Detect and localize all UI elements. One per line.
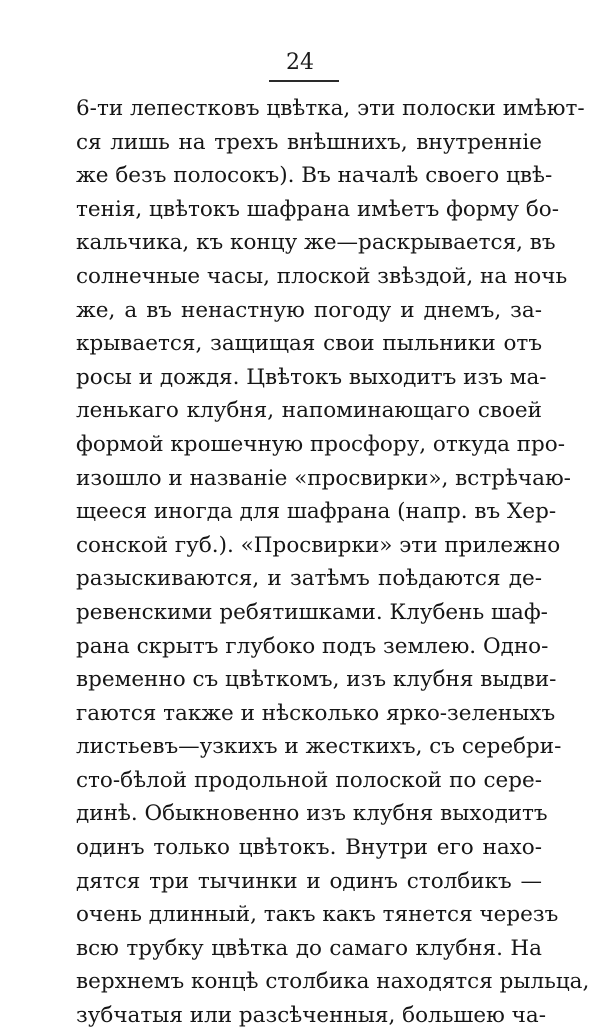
body-text <box>76 92 590 1033</box>
text-line: ленькаго клубня, напоминающаго своей <box>76 398 542 424</box>
text-line: дятся три тычинки и одинъ столбикъ — <box>76 868 542 894</box>
text-line: динѣ. Обыкновенно изъ клубня выходитъ <box>76 801 548 827</box>
text-line: солнечные часы, плоской звѣздой, на ночь <box>76 263 568 289</box>
page-number-rule <box>269 80 339 82</box>
text-line: временно съ цвѣткомъ, изъ клубня выдви- <box>76 667 557 693</box>
text-line: кальчика, къ концу же—раскрывается, въ <box>76 230 556 256</box>
text-line: листьевъ—узкихъ и жесткихъ, съ серебри- <box>76 734 562 760</box>
text-line: ся лишь на трехъ внѣшнихъ, внутренніе <box>76 129 542 155</box>
text-line: росы и дождя. Цвѣтокъ выходитъ изъ ма- <box>76 364 547 390</box>
text-line: ревенскими ребятишками. Клубень шаф- <box>76 599 548 625</box>
text-line: тенія, цвѣтокъ шафрана имѣетъ форму бо- <box>76 196 559 222</box>
text-line: зубчатыя или разсѣченныя, большею ча- <box>76 1003 546 1029</box>
text-line: разыскиваются, и затѣмъ поѣдаются де- <box>76 566 542 592</box>
text-line: 6-ти лепестковъ цвѣтка, эти полоски имѣют- <box>76 96 585 121</box>
text-line: крывается, защищая свои пыльники отъ <box>76 331 542 357</box>
text-line: очень длинный, такъ какъ тянется черезъ <box>76 902 559 928</box>
text-line: всю трубку цвѣтка до самаго клубня. На <box>76 935 542 961</box>
text-line: сто-бѣлой продольной полоской по сере- <box>76 767 542 793</box>
text-line: же, а въ ненастную погоду и днемъ, за- <box>76 297 542 323</box>
text-line: гаются также и нѣсколько ярко-зеленыхъ <box>76 700 556 726</box>
text-line: верхнемъ концѣ столбика находятся рыльца, <box>76 969 590 995</box>
text-line: изошло и названіе «просвирки», встрѣчаю- <box>76 465 571 491</box>
text-line: одинъ только цвѣтокъ. Внутри его нахо- <box>76 835 542 861</box>
text-line: рана скрытъ глубоко подъ землею. Одно- <box>76 633 549 659</box>
page-number: 24 <box>286 50 314 75</box>
text-line: сонской губ.). «Просвирки» эти прилежно <box>76 532 561 558</box>
text-line: щееся иногда для шафрана (напр. въ Хер- <box>76 499 557 525</box>
text-line: же безъ полосокъ). Въ началѣ своего цвѣ- <box>76 163 553 189</box>
text-line: формой крошечную просфору, откуда про- <box>76 431 566 457</box>
